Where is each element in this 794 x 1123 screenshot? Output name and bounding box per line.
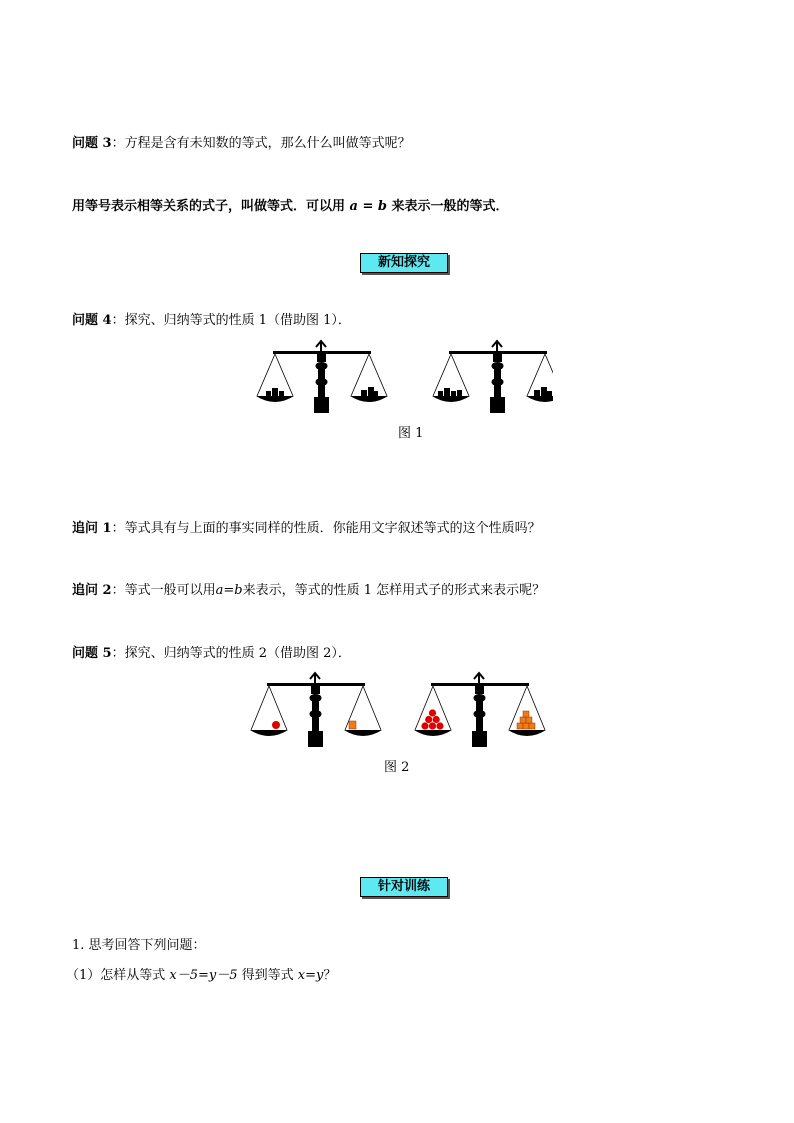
balance-scale-left-2 [250,673,382,747]
question-4-label: 问题 4 [72,313,112,328]
exercise-1-part-1-expr1: x－5=y－5 [169,968,238,983]
section-banner-practice: 针对训练 [360,877,448,897]
exercise-1-part-1-mid: 得到等式 [237,968,298,983]
orange-cube [349,721,356,729]
definition-var-b: b [377,199,388,214]
weights-right-pan-added [534,387,553,397]
section-banner-explore: 新知探究 [360,253,448,273]
figure-1-caption: 图 1 [398,426,424,441]
exercise-1-part-1-suffix: ？ [323,968,337,983]
orange-cubes-stack [517,711,535,729]
definition-var-a: a [349,199,358,214]
exercise-1: 1. 思考回答下列问题： [72,938,206,953]
weights-right-pan [361,387,378,397]
follow-up-2-text1: ：等式一般可以用 [111,583,216,598]
figure-1 [253,338,553,416]
exercise-1-part-1 [66,967,336,985]
definition-equals: = [357,199,378,214]
follow-up-1 [72,520,541,538]
figure-2 [247,670,547,750]
weights-left-pan [266,388,284,397]
exercise-1-part-1-prefix: （1）怎样从等式 [66,968,170,983]
question-3-label: 问题 3 [72,136,112,151]
exercise-1-part-1-expr2: x=y [297,968,324,983]
follow-up-1-label: 追问 1 [72,521,112,536]
definition-part1: 用等号表示相等关系的式子，叫做等式．可以用 [72,199,350,214]
figure-2-caption: 图 2 [384,760,410,775]
question-5 [72,645,351,663]
red-ball [272,721,280,729]
follow-up-2-text2: 来表示，等式的性质 1 怎样用式子的形式来表示呢？ [242,583,546,598]
balance-scale-right [432,341,553,413]
equation-definition [72,198,509,216]
red-balls-pile [421,709,443,729]
balance-scale-right-2 [414,673,546,747]
balance-scale-left [256,341,388,413]
definition-part2: 来表示一般的等式． [387,199,509,214]
question-3 [72,135,411,153]
follow-up-1-text: ：等式具有与上面的事实同样的性质．你能用文字叙述等式的这个性质吗？ [111,521,541,536]
question-4 [72,312,351,330]
follow-up-2-label: 追问 2 [72,583,112,598]
question-5-label: 问题 5 [72,646,112,661]
follow-up-2-expr: a=b [215,583,243,598]
question-4-text: ：探究、归纳等式的性质 1（借助图 1）． [111,313,351,328]
question-3-text: ：方程是含有未知数的等式，那么什么叫做等式呢？ [111,136,411,151]
follow-up-2 [72,582,545,600]
question-5-text: ：探究、归纳等式的性质 2（借助图 2）． [111,646,351,661]
weights-left-pan-added [438,388,462,397]
